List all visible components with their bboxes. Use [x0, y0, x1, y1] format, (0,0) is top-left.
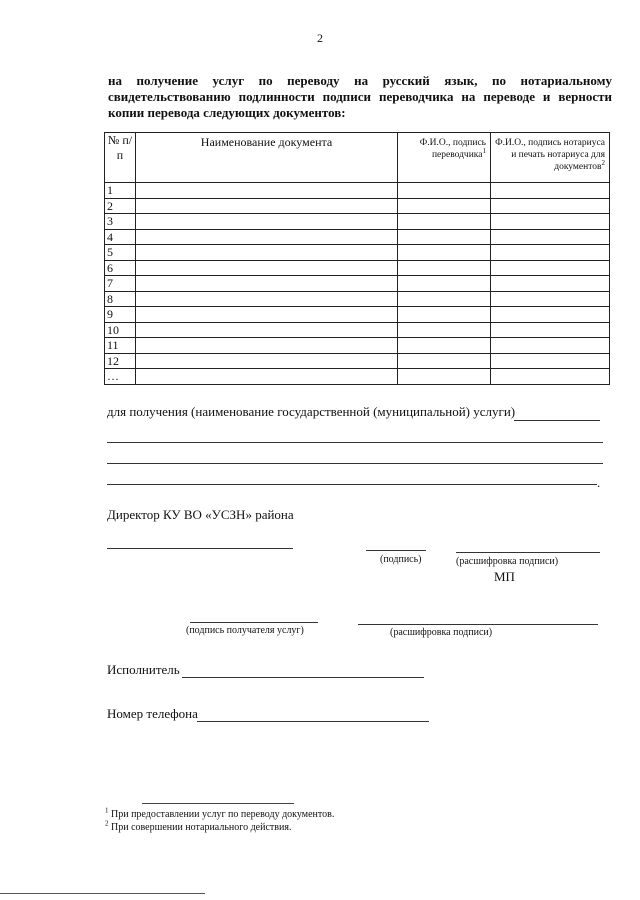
- table-row: [105, 183, 610, 199]
- translator-cell[interactable]: [398, 198, 491, 214]
- document-name-cell[interactable]: [136, 322, 398, 338]
- page-number: 2: [317, 31, 323, 45]
- row-number: 7: [105, 276, 136, 292]
- document-name-cell[interactable]: [136, 245, 398, 261]
- table-row: [105, 338, 610, 354]
- document-name-cell[interactable]: [136, 229, 398, 245]
- row-number: 1: [105, 183, 136, 199]
- table-body: [105, 183, 610, 385]
- row-number: 3: [105, 214, 136, 230]
- purpose-line-3[interactable]: [107, 463, 603, 464]
- director-signature-line[interactable]: [366, 550, 426, 551]
- stamp-label: МП: [494, 569, 515, 584]
- table-header-row: [105, 133, 610, 183]
- header-translator: [398, 133, 491, 183]
- translator-cell[interactable]: [398, 229, 491, 245]
- notary-cell[interactable]: [491, 276, 610, 292]
- notary-cell[interactable]: [491, 245, 610, 261]
- table-row: [105, 322, 610, 338]
- translator-cell[interactable]: [398, 276, 491, 292]
- page-bottom-rule: [0, 893, 205, 894]
- documents-table: [104, 132, 610, 385]
- document-name-cell[interactable]: [136, 198, 398, 214]
- executor-line[interactable]: [182, 677, 424, 678]
- footnote-separator: [142, 803, 294, 804]
- header-notary-footnote-mark: 2: [601, 158, 605, 167]
- recipient-signature-caption: (подпись получателя услуг): [186, 625, 304, 636]
- document-name-cell[interactable]: [136, 307, 398, 323]
- notary-cell[interactable]: [491, 229, 610, 245]
- table-row: [105, 307, 610, 323]
- recipient-signature-line[interactable]: [190, 622, 318, 623]
- translator-cell[interactable]: [398, 291, 491, 307]
- translator-cell[interactable]: [398, 369, 491, 385]
- footnote-2: [105, 819, 292, 833]
- director-label: Директор КУ ВО «УСЗН» района: [107, 507, 294, 522]
- purpose-line-4[interactable]: [107, 484, 597, 485]
- purpose-line-1[interactable]: [514, 420, 600, 421]
- table-row: [105, 260, 610, 276]
- notary-cell[interactable]: [491, 183, 610, 199]
- translator-cell[interactable]: [398, 338, 491, 354]
- table-row: [105, 198, 610, 214]
- translator-cell[interactable]: [398, 260, 491, 276]
- footnote-2-mark: 2: [105, 819, 109, 828]
- header-translator-label: Ф.И.О., подпись переводчика: [419, 138, 486, 160]
- document-name-cell[interactable]: [136, 369, 398, 385]
- table-row: [105, 353, 610, 369]
- notary-cell[interactable]: [491, 322, 610, 338]
- purpose-line-2[interactable]: [107, 442, 603, 443]
- notary-cell[interactable]: [491, 353, 610, 369]
- footnote-1-text: При предоставлении услуг по переводу документов.: [111, 809, 335, 820]
- table-row: [105, 229, 610, 245]
- header-notary-label: Ф.И.О., подпись нотариуса и печать нотариуса для документов: [495, 138, 605, 172]
- document-name-cell[interactable]: [136, 291, 398, 307]
- row-number: 12: [105, 353, 136, 369]
- row-number: 6: [105, 260, 136, 276]
- notary-cell[interactable]: [491, 291, 610, 307]
- signature-caption: (подпись): [380, 554, 422, 565]
- header-notary: [491, 133, 610, 183]
- footnote-1-mark: 1: [105, 806, 109, 815]
- header-translator-footnote-mark: 1: [482, 146, 486, 155]
- row-number: 10: [105, 322, 136, 338]
- table-row: [105, 369, 610, 385]
- translator-cell[interactable]: [398, 307, 491, 323]
- director-name-line[interactable]: [107, 548, 293, 549]
- form-heading: на получение услуг по переводу на русский язык, по нотариальному свидетельствованию подлинности подписи переводчика на переводе и верности копии перевода следующих документов:: [108, 73, 612, 120]
- phone-line[interactable]: [197, 721, 429, 722]
- table-row: [105, 276, 610, 292]
- row-number: …: [105, 369, 136, 385]
- recipient-decode-caption: (расшифровка подписи): [390, 627, 493, 638]
- notary-cell[interactable]: [491, 369, 610, 385]
- document-name-cell[interactable]: [136, 338, 398, 354]
- purpose-label: для получения (наименование государственной (муниципальной) услуги): [107, 404, 516, 419]
- row-number: 8: [105, 291, 136, 307]
- footnote-2-text: При совершении нотариального действия.: [111, 822, 292, 833]
- translator-cell[interactable]: [398, 353, 491, 369]
- translator-cell[interactable]: [398, 183, 491, 199]
- executor-label: Исполнитель: [107, 662, 180, 677]
- document-name-cell[interactable]: [136, 260, 398, 276]
- notary-cell[interactable]: [491, 198, 610, 214]
- table-row: [105, 214, 610, 230]
- document-name-cell[interactable]: [136, 214, 398, 230]
- notary-cell[interactable]: [491, 338, 610, 354]
- table-row: [105, 245, 610, 261]
- row-number: 2: [105, 198, 136, 214]
- row-number: 5: [105, 245, 136, 261]
- document-name-cell[interactable]: [136, 353, 398, 369]
- header-document-name: Наименование документа: [136, 133, 398, 183]
- table-row: [105, 291, 610, 307]
- phone-label: Номер телефона: [107, 706, 198, 721]
- translator-cell[interactable]: [398, 214, 491, 230]
- header-num: № п/п: [105, 133, 136, 183]
- notary-cell[interactable]: [491, 307, 610, 323]
- translator-cell[interactable]: [398, 322, 491, 338]
- row-number: 11: [105, 338, 136, 354]
- notary-cell[interactable]: [491, 260, 610, 276]
- row-number: 4: [105, 229, 136, 245]
- decode-caption: (расшифровка подписи): [456, 556, 559, 567]
- row-number: 9: [105, 307, 136, 323]
- director-decode-line[interactable]: [456, 552, 600, 553]
- document-name-cell[interactable]: [136, 276, 398, 292]
- recipient-decode-line[interactable]: [358, 624, 598, 625]
- document-name-cell[interactable]: [136, 183, 398, 199]
- footnote-1: [105, 806, 335, 820]
- purpose-end-dot: .: [597, 475, 601, 490]
- translator-cell[interactable]: [398, 245, 491, 261]
- notary-cell[interactable]: [491, 214, 610, 230]
